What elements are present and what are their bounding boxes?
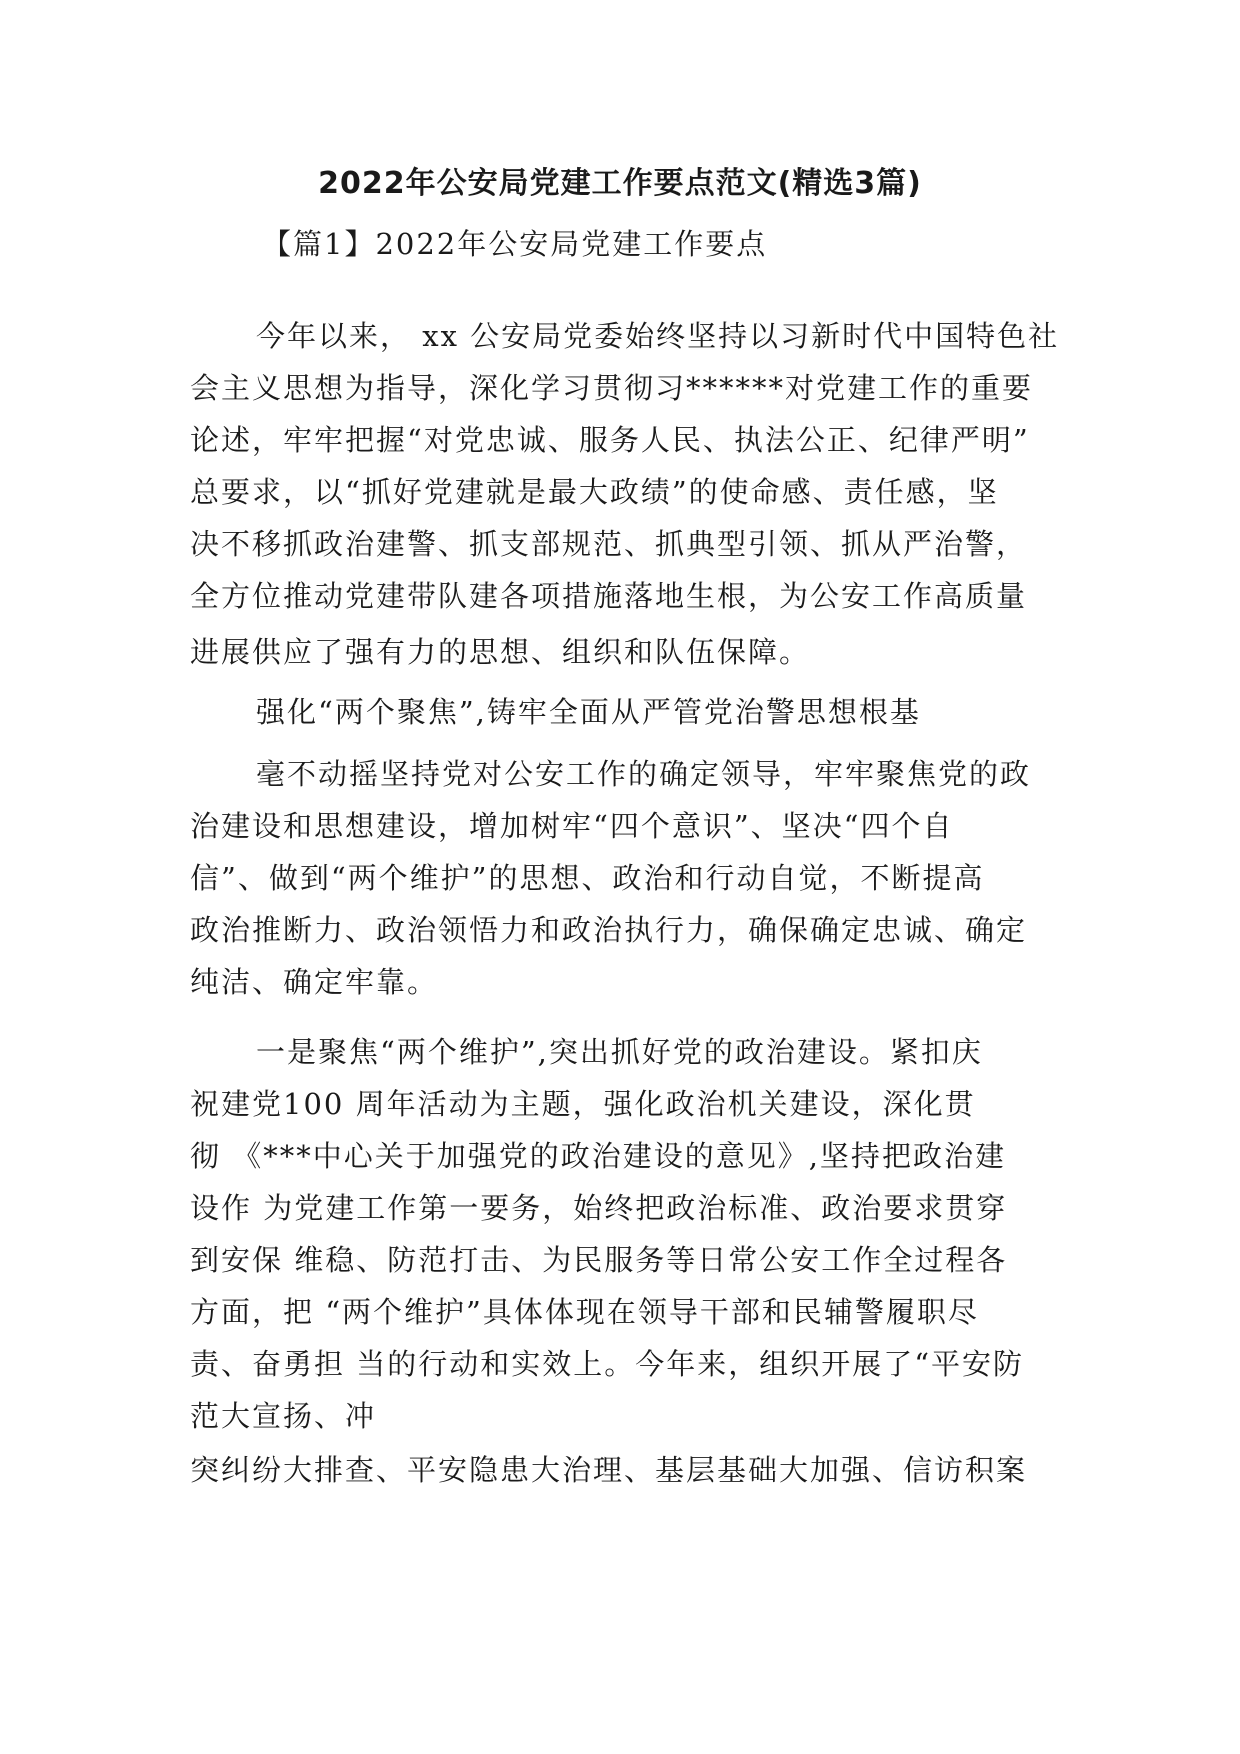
paragraph-line: 论述，牢牢把握“对党忠诚、服务人民、执法公正、纪律严明” — [190, 423, 1030, 457]
paragraph-line: 彻 《***中心关于加强党的政治建设的意见》,坚持把政治建 — [190, 1139, 1006, 1173]
paragraph-line: 信”、做到“两个维护”的思想、政治和行动自觉，不断提高 — [190, 861, 985, 895]
paragraph-line: 全方位推动党建带队建各项措施落地生根，为公安工作高质量 — [190, 579, 1028, 613]
section-subheading: 强化“两个聚焦”,铸牢全面从严管党治警思想根基 — [256, 695, 921, 729]
paragraph-line: 到安保 维稳、防范打击、为民服务等日常公安工作全过程各 — [190, 1243, 1008, 1277]
paragraph-line: 责、奋勇担 当的行动和实效上。今年来，组织开展了“平安防 — [190, 1347, 1025, 1381]
paragraph-line: 治建设和思想建设，增加树牢“四个意识”、坚决“四个自 — [190, 809, 954, 843]
document-title: 2022年公安局党建工作要点范文(精选3篇) — [318, 166, 922, 201]
paragraph-line: 突纠纷大排查、平安隐患大治理、基层基础大加强、信访积案 — [190, 1453, 1028, 1487]
paragraph-line: 总要求，以“抓好党建就是最大政绩”的使命感、责任感，坚 — [190, 475, 999, 509]
section-heading: 【篇1】2022年公安局党建工作要点 — [262, 227, 768, 261]
paragraph-line: 纯洁、确定牢靠。 — [190, 965, 439, 999]
paragraph-line: 设作 为党建工作第一要务，始终把政治标准、政治要求贯穿 — [190, 1191, 1008, 1225]
paragraph-line: 进展供应了强有力的思想、组织和队伍保障。 — [190, 635, 811, 669]
paragraph-line: 毫不动摇坚持党对公安工作的确定领导，牢牢聚焦党的政 — [256, 757, 1032, 791]
paragraph-line: 政治推断力、政治领悟力和政治执行力，确保确定忠诚、确定 — [190, 913, 1028, 947]
paragraph-line: 方面，把 “两个维护”具体体现在领导干部和民辅警履职尽 — [190, 1295, 979, 1329]
paragraph-line: 会主义思想为指导，深化学习贯彻习******对党建工作的重要 — [190, 371, 1034, 405]
paragraph-line: 祝建党100 周年活动为主题，强化政治机关建设，深化贯 — [190, 1087, 976, 1121]
paragraph-line: 一是聚焦“两个维护”,突出抓好党的政治建设。紧扣庆 — [256, 1035, 983, 1069]
paragraph-line: 范大宣扬、冲 — [190, 1399, 377, 1433]
paragraph-line: 今年以来， xx 公安局党委始终坚持以习新时代中国特色社 — [256, 319, 1060, 353]
paragraph-line: 决不移抓政治建警、抓支部规范、抓典型引领、抓从严治警， — [190, 527, 1028, 561]
